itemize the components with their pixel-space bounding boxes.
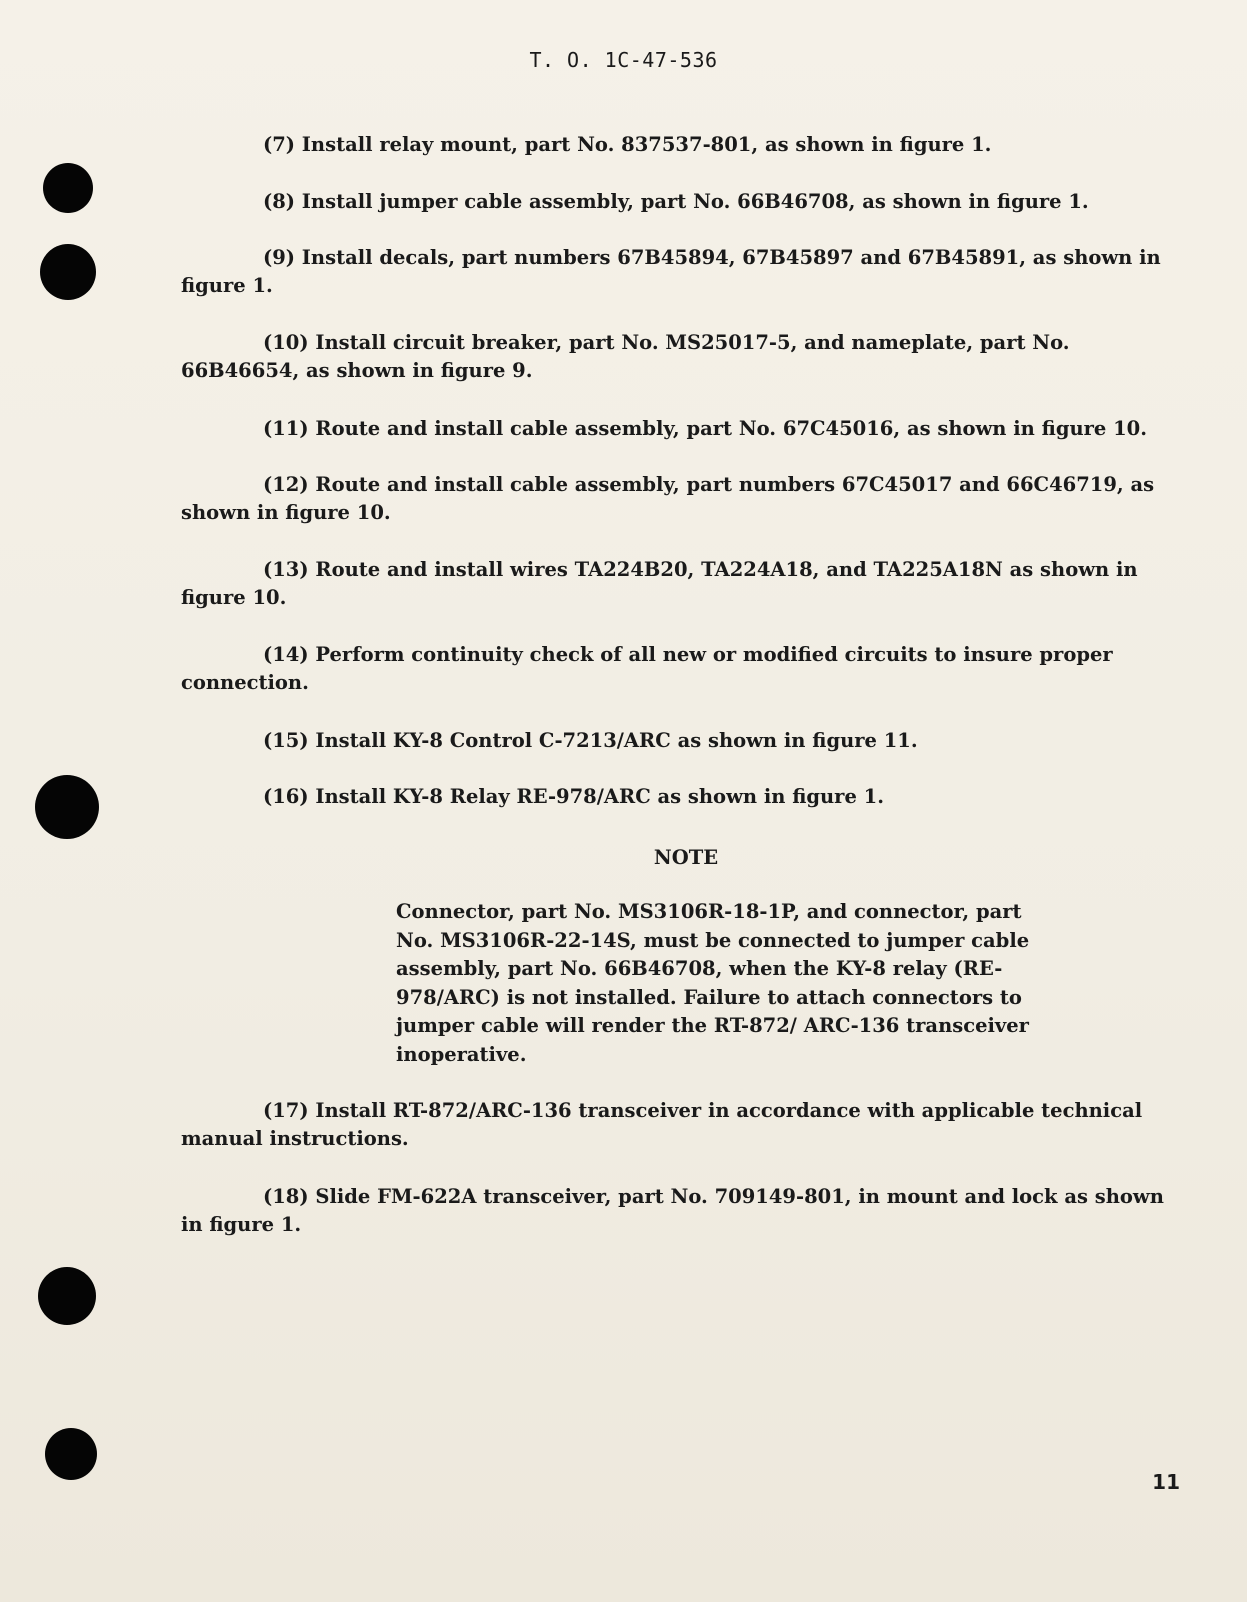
step-9: (9) Install decals, part numbers 67B45894, 67B45897 and 67B45891, as shown in figure 1. <box>181 246 1161 297</box>
punch-hole <box>45 1428 97 1480</box>
page-number: 11 <box>1152 1470 1180 1494</box>
step-8: (8) Install jumper cable assembly, part No. 66B46708, as shown in figure 1. <box>263 190 1089 213</box>
punch-hole <box>40 244 96 300</box>
document-header: T. O. 1C-47-536 <box>529 48 718 72</box>
punch-hole <box>38 1267 96 1325</box>
step-13: (13) Route and install wires TA224B20, TA224A18, and TA225A18N as shown in figure 10. <box>181 558 1138 609</box>
step-15: (15) Install KY-8 Control C-7213/ARC as shown in figure 11. <box>263 729 918 752</box>
step-11: (11) Route and install cable assembly, part No. 67C45016, as shown in figure 10. <box>263 417 1148 440</box>
punch-hole <box>35 775 99 839</box>
note-title: NOTE <box>653 846 719 869</box>
note-body: Connector, part No. MS3106R-18-1P, and connector, part No. MS3106R-22-14S, must be connected to jumper cable assembly, part No. 66B46708, when the KY-8 relay (RE-978/ARC) is not installed. Failure to attach connectors to jumper cable will render the RT-872/ ARC-136 transceiver inoperative. <box>396 900 1030 1066</box>
step-16: (16) Install KY-8 Relay RE-978/ARC as shown in figure 1. <box>263 785 885 808</box>
step-18: (18) Slide FM-622A transceiver, part No. 709149-801, in mount and lock as shown in figure 1. <box>181 1185 1164 1236</box>
step-17: (17) Install RT-872/ARC-136 transceiver in accordance with applicable technical manual instructions. <box>181 1099 1143 1150</box>
step-12: (12) Route and install cable assembly, part numbers 67C45017 and 66C46719, as shown in figure 10. <box>181 473 1155 524</box>
punch-hole <box>43 163 93 213</box>
step-7: (7) Install relay mount, part No. 837537-801, as shown in figure 1. <box>263 133 992 156</box>
step-10: (10) Install circuit breaker, part No. MS25017-5, and nameplate, part No. 66B46654, as shown in figure 9. <box>181 331 1070 382</box>
step-14: (14) Perform continuity check of all new or modified circuits to insure proper connection. <box>181 643 1113 694</box>
